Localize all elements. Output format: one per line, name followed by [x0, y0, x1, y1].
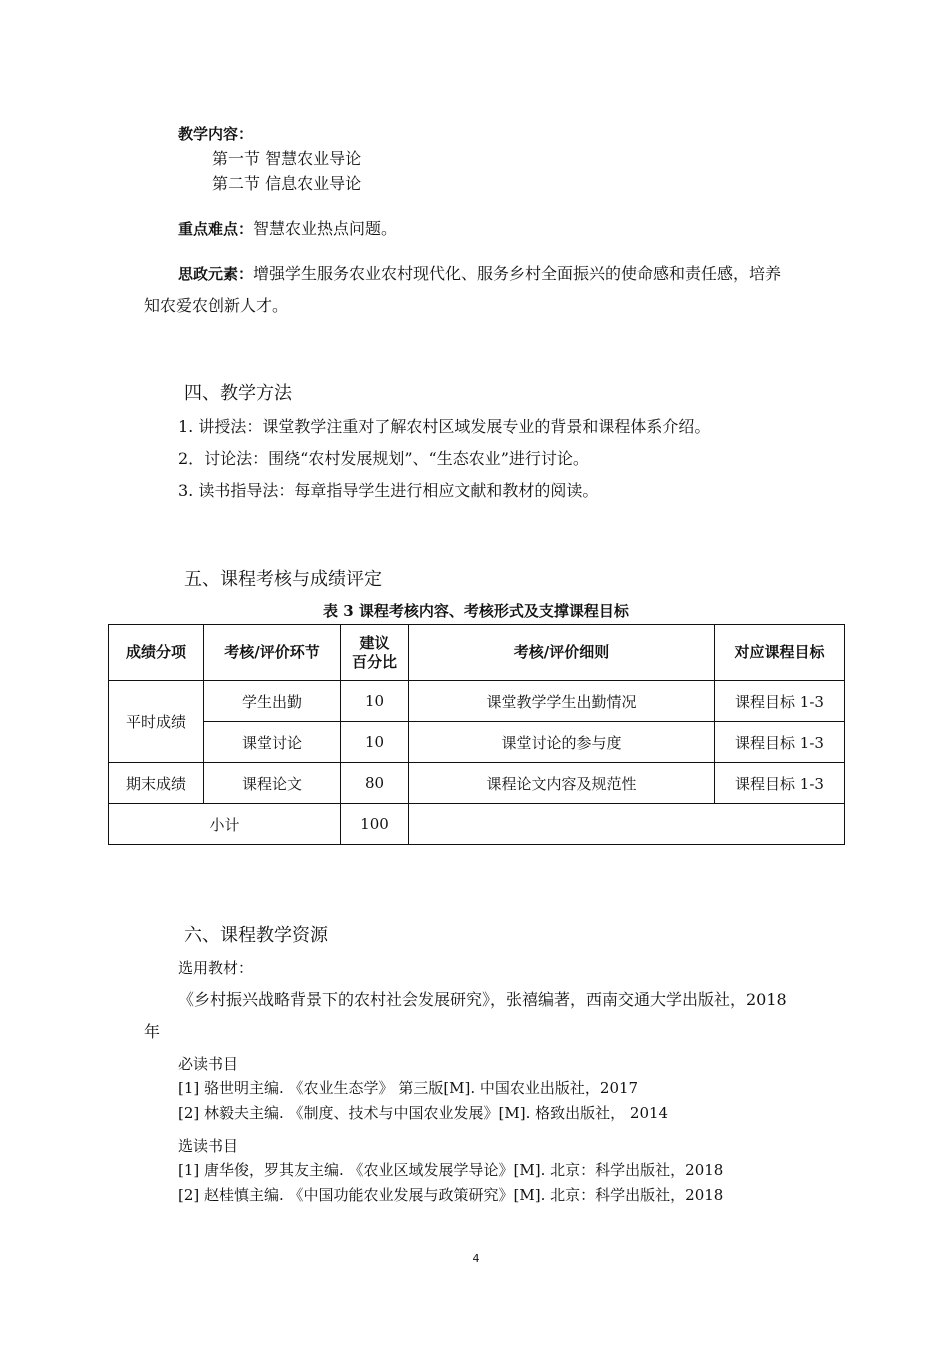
cell-category: 平时成绩: [109, 681, 204, 763]
table-row: [109, 763, 845, 804]
header-percent-line2: 百分比: [351, 652, 397, 671]
key-points-label: 重点难点：: [178, 220, 254, 238]
table-row: [109, 681, 845, 722]
cell-target: 课程目标 1-3: [715, 681, 845, 722]
required-book: [2] 林毅夫主编. 《制度、技术与中国农业发展》[M]. 格致出版社， 2014: [178, 1104, 669, 1122]
method-item: 3. 读书指导法：每章指导学生进行相应文献和教材的阅读。: [178, 481, 599, 500]
header-percent-line1: 建议: [359, 633, 390, 652]
subtotal-label: 小计: [109, 804, 341, 845]
assessment-table: [108, 624, 845, 845]
header-details: 考核/评价细则: [409, 625, 715, 681]
ideology-line2: 知农爱农创新人才。: [144, 296, 289, 315]
cell-target: 课程目标 1-3: [715, 763, 845, 804]
subtotal-percent: 100: [341, 804, 409, 845]
textbook-label: 选用教材：: [178, 959, 254, 977]
optional-book: [2] 赵桂慎主编. 《中国功能农业发展与政策研究》[M]. 北京：科学出版社，2018: [178, 1186, 724, 1204]
cell-link: 学生出勤: [204, 681, 341, 722]
required-book: [1] 骆世明主编. 《农业生态学》 第三版[M]. 中国农业出版社，2017: [178, 1079, 639, 1097]
section-5-title: 五、课程考核与成绩评定: [184, 569, 382, 590]
method-item: 2．讨论法：围绕“农村发展规划”、“生态农业”进行讨论。: [178, 449, 589, 468]
subtotal-empty: [409, 804, 845, 845]
table-row: [109, 722, 845, 763]
ideology-line1: 增强学生服务农业农村现代化、服务乡村全面振兴的使命感和责任感，培养: [253, 264, 782, 283]
cell-details: 课堂讨论的参与度: [409, 722, 715, 763]
cell-details: 课程论文内容及规范性: [409, 763, 715, 804]
header-category: 成绩分项: [109, 625, 204, 681]
cell-percent: 10: [341, 722, 409, 763]
key-points-text: 智慧农业热点问题。: [253, 219, 398, 238]
textbook-line1: 《乡村振兴战略背景下的农村社会发展研究》，张禧编著，西南交通大学出版社，2018: [178, 990, 787, 1009]
table-caption: 表 3 课程考核内容、考核形式及支撑课程目标: [323, 602, 629, 620]
table-header-row: [109, 625, 845, 681]
textbook-line2: 年: [144, 1022, 161, 1041]
teaching-content-item: 第一节 智慧农业导论: [212, 149, 362, 168]
optional-book: [1] 唐华俊，罗其友主编. 《农业区域发展学导论》[M]. 北京：科学出版社，2018: [178, 1161, 724, 1179]
cell-target: 课程目标 1-3: [715, 722, 845, 763]
key-points: [178, 218, 397, 240]
required-label: 必读书目: [178, 1055, 239, 1073]
cell-percent: 10: [341, 681, 409, 722]
method-item: 1. 讲授法：课堂教学注重对了解农村区域发展专业的背景和课程体系介绍。: [178, 417, 711, 436]
teaching-content-label: 教学内容：: [178, 125, 254, 143]
optional-label: 选读书目: [178, 1137, 239, 1155]
cell-details: 课堂教学学生出勤情况: [409, 681, 715, 722]
teaching-content-item: 第二节 信息农业导论: [212, 174, 362, 193]
cell-link: 课程论文: [204, 763, 341, 804]
header-percent: [341, 625, 409, 681]
page-number: 4: [472, 1252, 480, 1265]
table-subtotal-row: [109, 804, 845, 845]
header-target: 对应课程目标: [715, 625, 845, 681]
header-link: 考核/评价环节: [204, 625, 341, 681]
cell-category: 期末成绩: [109, 763, 204, 804]
ideology: [178, 263, 781, 285]
ideology-label: 思政元素：: [178, 265, 254, 283]
section-4-title: 四、教学方法: [184, 383, 292, 404]
cell-link: 课堂讨论: [204, 722, 341, 763]
cell-percent: 80: [341, 763, 409, 804]
section-6-title: 六、课程教学资源: [184, 925, 328, 946]
